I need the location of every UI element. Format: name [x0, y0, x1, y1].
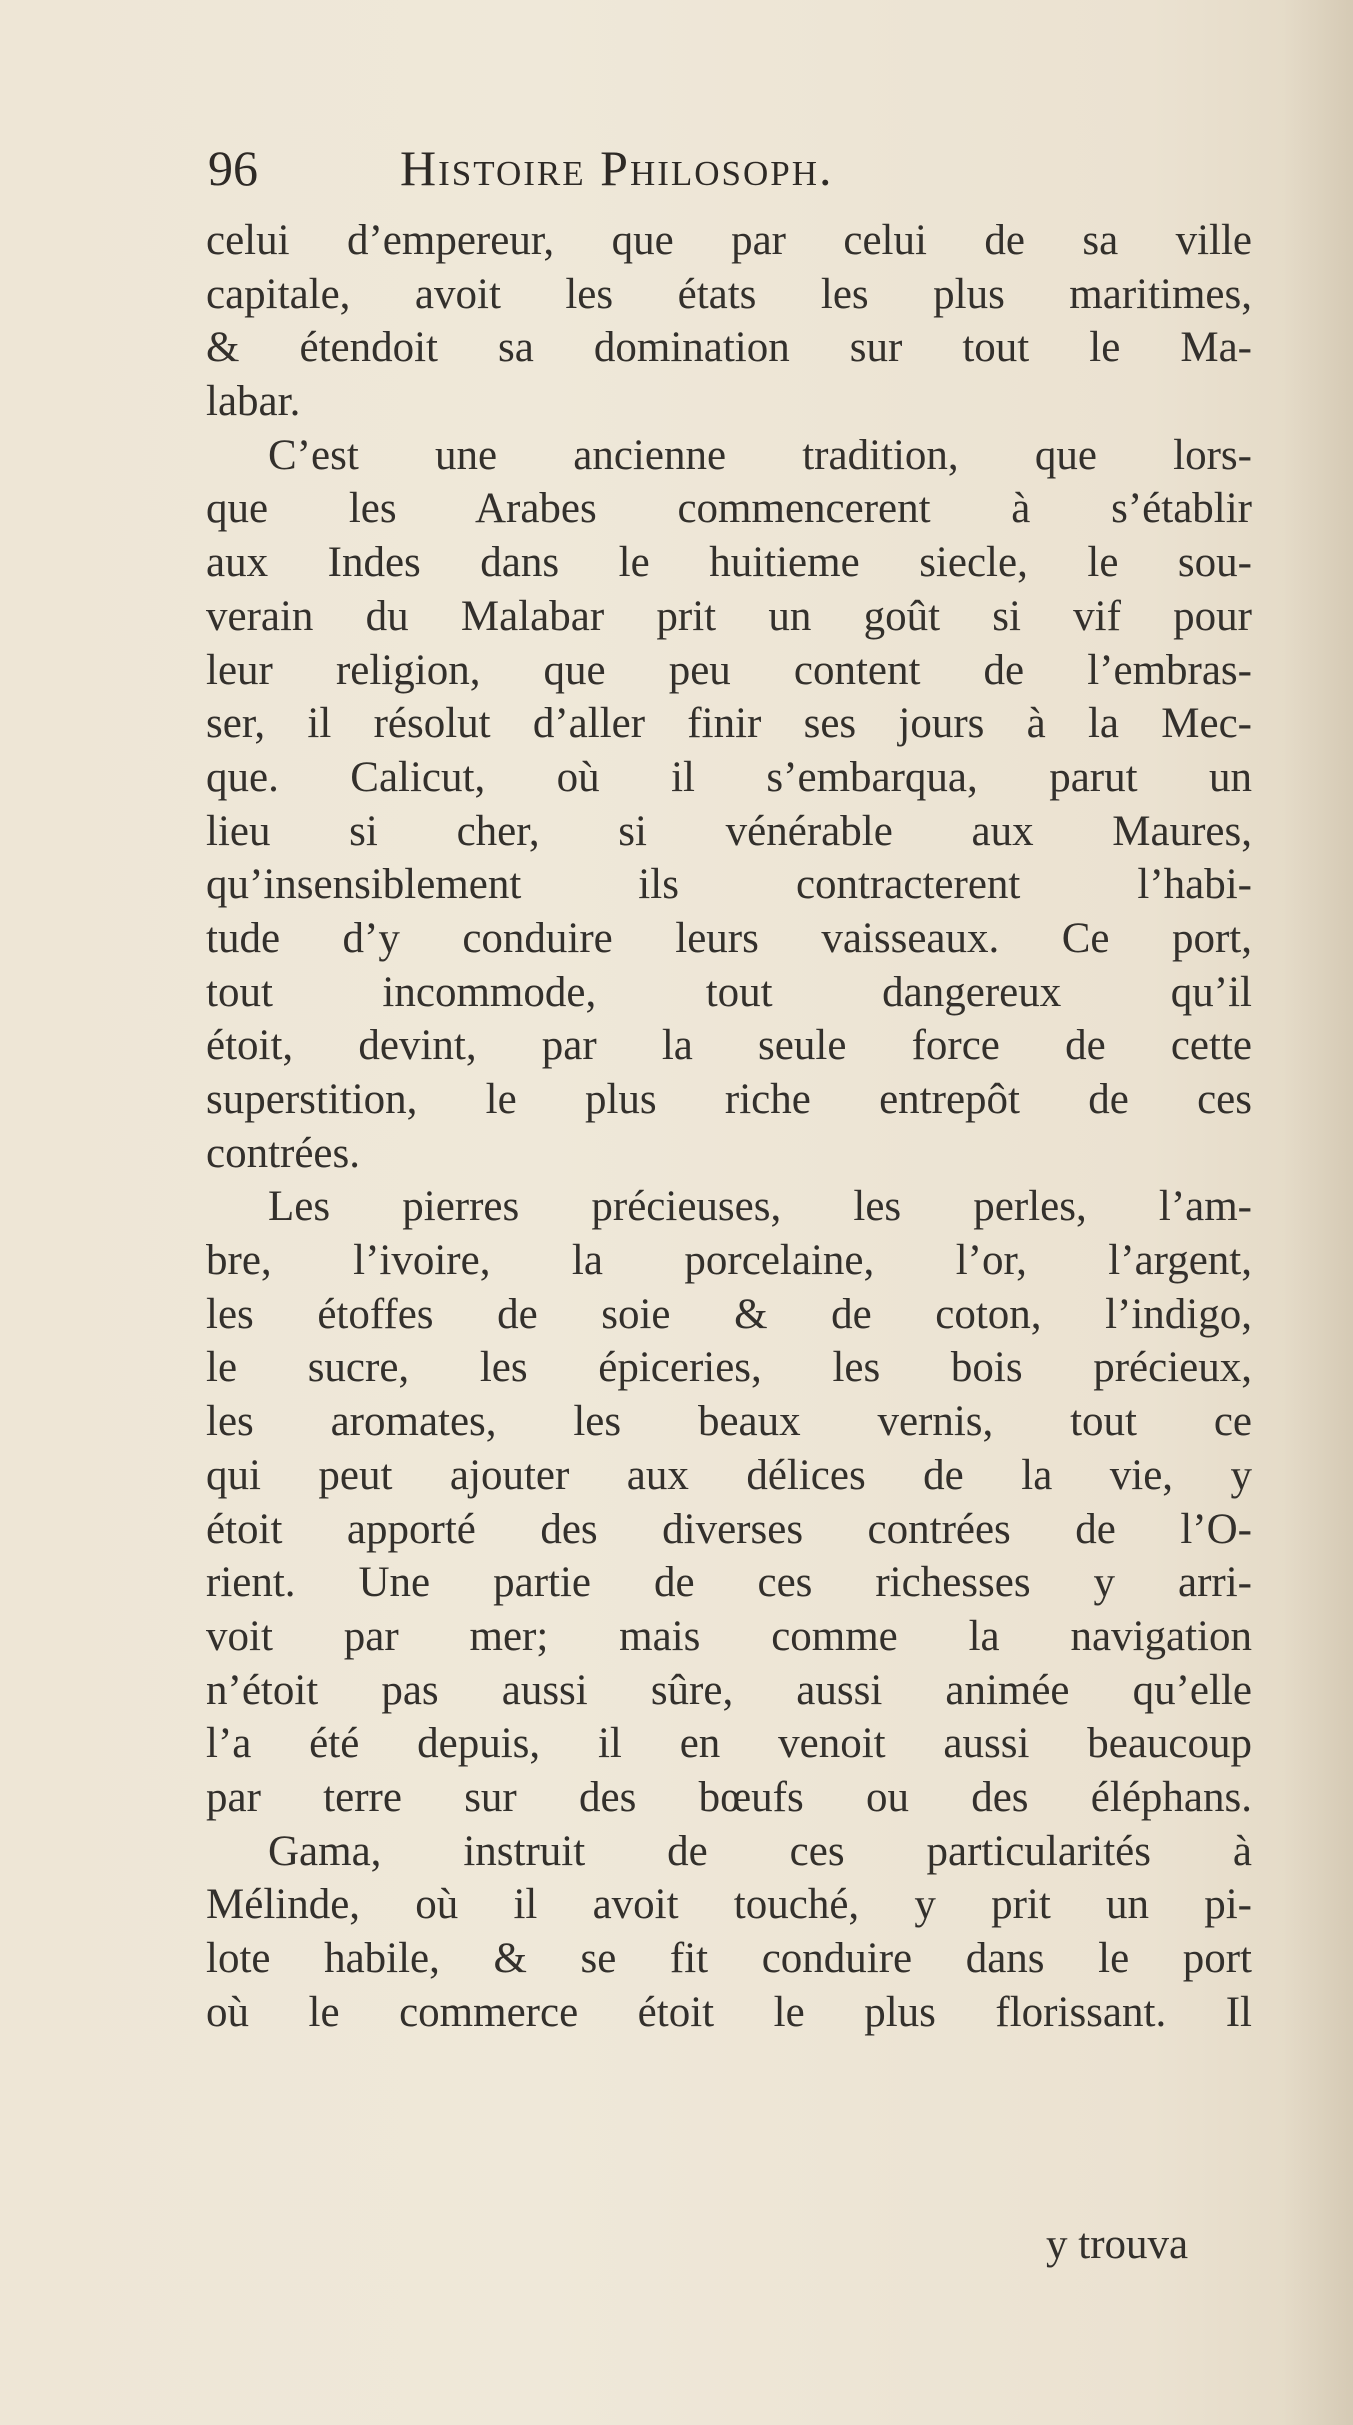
text-line: étoit apporté des diverses contrées de l’O- [206, 1505, 1252, 1553]
text-line: aux Indes dans le huitieme siecle, le sou- [206, 539, 1252, 587]
body-text [206, 214, 1252, 2039]
text-line: tout incommode, tout dangereux qu’il [206, 968, 1252, 1016]
text-line: labar. [206, 378, 301, 426]
text-line: lote habile, & se fit conduire dans le port [206, 1935, 1252, 1982]
text-line: l’a été depuis, il en venoit aussi beaucoup [206, 1720, 1252, 1768]
text-line: ser, il résolut d’aller finir ses jours à la Mec- [206, 700, 1252, 748]
text-line: lieu si cher, si vénérable aux Maures, [206, 807, 1252, 855]
text-line: Mélinde, où il avoit touché, y prit un pi- [206, 1881, 1252, 1929]
text-line: tude d’y conduire leurs vaisseaux. Ce port, [206, 914, 1252, 962]
page-edge-shadow [1283, 0, 1353, 2425]
text-line: celui d’empereur, que par celui de sa ville [206, 217, 1252, 264]
text-line: capitale, avoit les états les plus maritimes, [206, 270, 1252, 318]
text-line: rient. Une partie de ces richesses y arri- [206, 1559, 1252, 1607]
text-line: où le commerce étoit le plus florissant. Il [206, 1988, 1252, 2036]
text-line: que les Arabes commencerent à s’établir [206, 485, 1252, 533]
text-line: n’étoit pas aussi sûre, aussi animée qu’elle [206, 1666, 1252, 1714]
page-number: 96 [208, 140, 258, 196]
text-line: les étoffes de soie & de coton, l’indigo, [206, 1290, 1252, 1338]
page-header [208, 138, 1238, 198]
text-line: & étendoit sa domination sur tout le Ma- [206, 324, 1252, 372]
text-line: leur religion, que peu content de l’embras- [206, 646, 1252, 694]
text-line: voit par mer; mais comme la navigation [206, 1612, 1252, 1660]
text-line: les aromates, les beaux vernis, tout ce [206, 1398, 1252, 1446]
catchword: y trouva [1046, 2221, 1189, 2268]
text-line: superstition, le plus riche entrepôt de ces [206, 1076, 1252, 1123]
text-line: par terre sur des bœufs ou des éléphans. [206, 1773, 1252, 1821]
text-line: C’est une ancienne tradition, que lors- [268, 431, 1252, 479]
text-line: étoit, devint, par la seule force de cette [206, 1022, 1252, 1070]
running-head: Histoire Philosoph. [400, 140, 834, 196]
text-line: le sucre, les épiceries, les bois précieux, [206, 1344, 1252, 1392]
text-line: bre, l’ivoire, la porcelaine, l’or, l’argent, [206, 1237, 1252, 1285]
text-line: qui peut ajouter aux délices de la vie, y [206, 1451, 1252, 1499]
text-line: Les pierres précieuses, les perles, l’am- [268, 1183, 1252, 1231]
text-line: que. Calicut, où il s’embarqua, parut un [206, 753, 1252, 801]
text-line: contrées. [206, 1129, 361, 1177]
text-line: Gama, instruit de ces particularités à [268, 1827, 1252, 1875]
text-line: qu’insensiblement ils contracterent l’habi- [206, 861, 1252, 909]
text-line: verain du Malabar prit un goût si vif pour [206, 592, 1252, 640]
